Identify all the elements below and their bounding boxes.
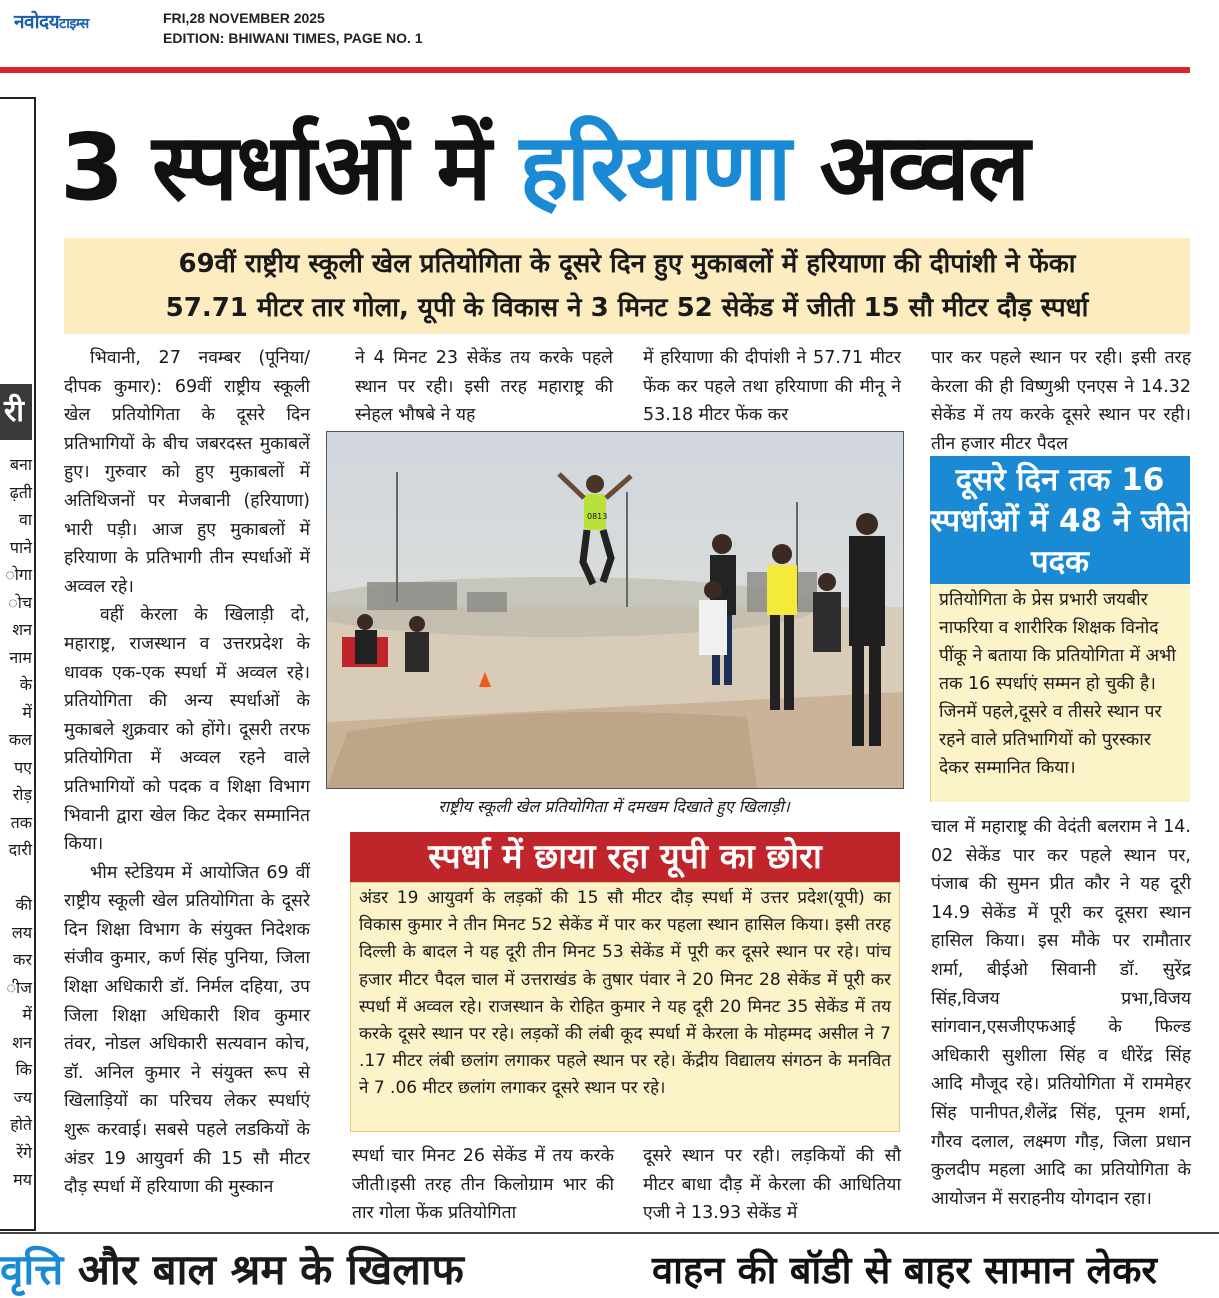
bib-number: 0813	[587, 512, 608, 521]
column-4-top: पार कर पहले स्थान पर रही। इसी तरह केरला की ही विष्णुश्री एनएस ने 14.32 सेकेंड में तय करके दूसरे स्थान पर रही। तीन हजार मीटर पैदल	[931, 348, 1191, 454]
logo-sub: टाइम्स	[59, 16, 89, 32]
subheadline-line1: 69वीं राष्ट्रीय स्कूली खेल प्रतियोगिता के दूसरे दिन हुए मुकाबलों में हरियाणा की दीपांशी ने फेंका	[178, 249, 1076, 279]
edition-date: FRI,28 NOVEMBER 2025	[163, 10, 325, 26]
photo-illustration	[327, 432, 903, 788]
up-box-title: स्पर्धा में छाया रहा यूपी का छोरा	[350, 832, 900, 882]
up-box-body: अंडर 19 आयुवर्ग के लड़कों की 15 सौ मीटर दौड़ स्पर्धा में उत्तर प्रदेश(यूपी) का विकास कुमार ने तीन मिनट 52 सेकेंड में पार कर पहला स्थान हासिल किया। इसी तरह दिल्ली के बादल ने यह दूरी तीन मिनट 53 सेकेंड में पूरी कर दूसरे स्थान पर रहे। पांच हजार मीटर पैदल चाल में उत्तराखंड के तुषार पंवार ने 20 मिनट 28 सेकेंड में पूरी कर स्पर्धा में अव्वल रहे। राजस्थान के रोहित कुमार ने यह दूरी 20 मिनट 35 सेकेंड में तय करके दूसरे स्थान पर रहे। लड़कों की लंबी कूद स्पर्धा में केरला के मोहम्मद असील ने 7 .17 मीटर लंबी छलांग लगाकर पहले स्थान पर रहे। केंद्रीय विद्यालय संगठन के मनवित ने 7 .06 मीटर छलांग लगाकर दूसरे स्थान पर रहे।	[350, 882, 900, 1132]
bottom-left-headline	[0, 1242, 464, 1298]
sidebar-title: दूसरे दिन तक 16 स्पर्धाओं में 48 ने जीते पदक	[930, 456, 1190, 584]
bottom-left-blue: वृत्ति	[0, 1245, 64, 1294]
bottom-left-rest: और बाल श्रम के खिलाफ	[63, 1245, 464, 1294]
column-1	[64, 344, 310, 1202]
left-story-fragments: बना ढ़ती वा पाने ोगा ोच शन नाम के में कल पए रोड़ तक दारी की लय कर ीज में शन कि ज्य होते रेंगे मय	[5, 455, 32, 1189]
bottom-rule	[0, 1232, 1219, 1234]
edition-info: EDITION: BHIWANI TIMES, PAGE NO. 1	[163, 30, 423, 46]
sidebar-body: प्रतियोगिता के प्रेस प्रभारी जयबीर नाफरिया व शारीरिक शिक्षक विनोद पींकू ने बताया कि प्रतियोगिता में अभी तक 16 स्पर्धाएं सम्मन हो चुकी है। जिनमें पहले,दूसरे व तीसरे स्थान पर रहने वाले प्रतिभागियों को पुरस्कार देकर सम्मानित किया।	[930, 584, 1190, 802]
col1-para2: वहीं केरला के खिलाड़ी दो, महाराष्ट्र, राजस्थान व उत्तरप्रदेश के धावक एक-एक स्पर्धा में अव्वल रहे। प्रतियोगिता की अन्य स्पर्धाओं के मुकाबले शुक्रवार को होंगे। दूसरी तरफ प्रतियोगिता में अव्वल रहने वाले प्रतिभागियों को पदक व शिक्षा विभाग भिवानी द्वारा खेल किट देकर सम्मानित किया।	[64, 605, 310, 855]
col1-para3: भीम स्टेडियम में आयोजित 69 वीं राष्ट्रीय स्कूली खेल प्रतियोगिता के दूसरे दिन शिक्षा विभाग के संयुक्त निदेशक संजीव कुमार, कर्ण सिंह पुनिया, जिला शिक्षा अधिकारी डॉ. निर्मल दहिया, उप जिला शिक्षा अधिकारी शिव कुमार तंवर, नोडल अधिकारी सत्यवान कोच, डॉ. अनिल कुमार ने संयुक्त रूप से खिलाड़ियों का परिचय लेकर स्पर्धाएं शुरू करवाई। सबसे पहले लडकियों के अंडर 19 आयुवर्ग की 15 सौ मीटर दौड़ स्पर्धा में हरियाणा की मुस्कान	[64, 862, 310, 1198]
headline-part2: अव्वल	[789, 114, 1029, 221]
subheadline-line2: 57.71 मीटर तार गोला, यूपी के विकास ने 3 मिनट 52 सेकेंड में जीती 15 सौ मीटर दौड़ स्पर्धा	[165, 293, 1089, 323]
column-2-top: ने 4 मिनट 23 सेकेंड तय करके पहले स्थान पर रही। इसी तरह महाराष्ट्र की स्नेहल भौषबे ने यह	[355, 348, 613, 426]
newspaper-logo	[14, 8, 89, 34]
headline-highlight: हरियाणा	[519, 114, 790, 221]
left-story-tab: री	[0, 384, 32, 440]
headline-part1: 3 स्पर्धाओं में	[60, 114, 520, 221]
masthead-rule	[0, 67, 1190, 73]
photo-caption: राष्ट्रीय स्कूली खेल प्रतियोगिता में दमखम दिखाते हुए खिलाड़ी।	[438, 797, 790, 816]
column-3-bottom: दूसरे स्थान पर रही। लड़कियों की सौ मीटर बाधा दौड़ में केरला की आधितिया एजी ने 13.93 सेकेंड में	[643, 1146, 901, 1224]
column-3-top: में हरियाणा की दीपांशी ने 57.71 मीटर फेंक कर पहले तथा हरियाणा की मीनू ने 53.18 मीटर फेंक कर	[643, 348, 901, 426]
headline	[60, 106, 1200, 230]
left-adjacent-story	[0, 97, 36, 1231]
column-4-bottom: चाल में महाराष्ट्र की वेदंती बलराम ने 14. 02 सेकेंड पार कर पहले स्थान पर, पंजाब की सुमन प्रीत कौर ने यह दूरी 14.9 सेकेंड में पूरी कर दूसरा स्थान हासिल किया। इस मौके पर रामौतार शर्मा, बीईओ सिवानी डॉ. सुरेंद्र सिंह,विजय प्रभा,विजय सांगवान,एसजीएफआई के फिल्ड अधिकारी सुशीला सिंह व धीरेंद्र सिंह आदि मौजूद रहे। प्रतियोगिता में राममेहर सिंह पानीपत,शैलेंद्र सिंह, पूनम शर्मा, गौरव दलाल, लक्ष्मण गौड़, जिला प्रधान कुलदीप महला आदि का प्रतियोगिता के आयोजन में सराहनीय योगदान रहा।	[931, 817, 1191, 1209]
bottom-right-headline: वाहन की बॉडी से बाहर सामान लेकर	[652, 1248, 1157, 1292]
col1-para1: भिवानी, 27 नवम्बर (पूनिया/दीपक कुमार): 69वीं राष्ट्रीय स्कूली खेल प्रतियोगिता के दूसरे दिन प्रतिभागियों के बीच जबरदस्त मुकाबलें हुए। गुरुवार को हुए मुकाबलों में अतिथिजनों पर मेजबानी (हरियाणा) भारी पड़ी। आज हुए मुकाबलों में हरियाणा के प्रतिभागी तीन स्पर्धाओं में अव्वल रहे।	[64, 348, 310, 597]
long-jump-photo	[326, 431, 904, 789]
subheadline-band	[64, 238, 1190, 334]
logo-main: नवोदय	[14, 11, 60, 33]
column-2-bottom: स्पर्धा चार मिनट 26 सेकेंड में तय करके जीती।इसी तरह तीन किलोग्राम भार की तार गोला फेंक प्रतियोगिता	[352, 1146, 614, 1224]
